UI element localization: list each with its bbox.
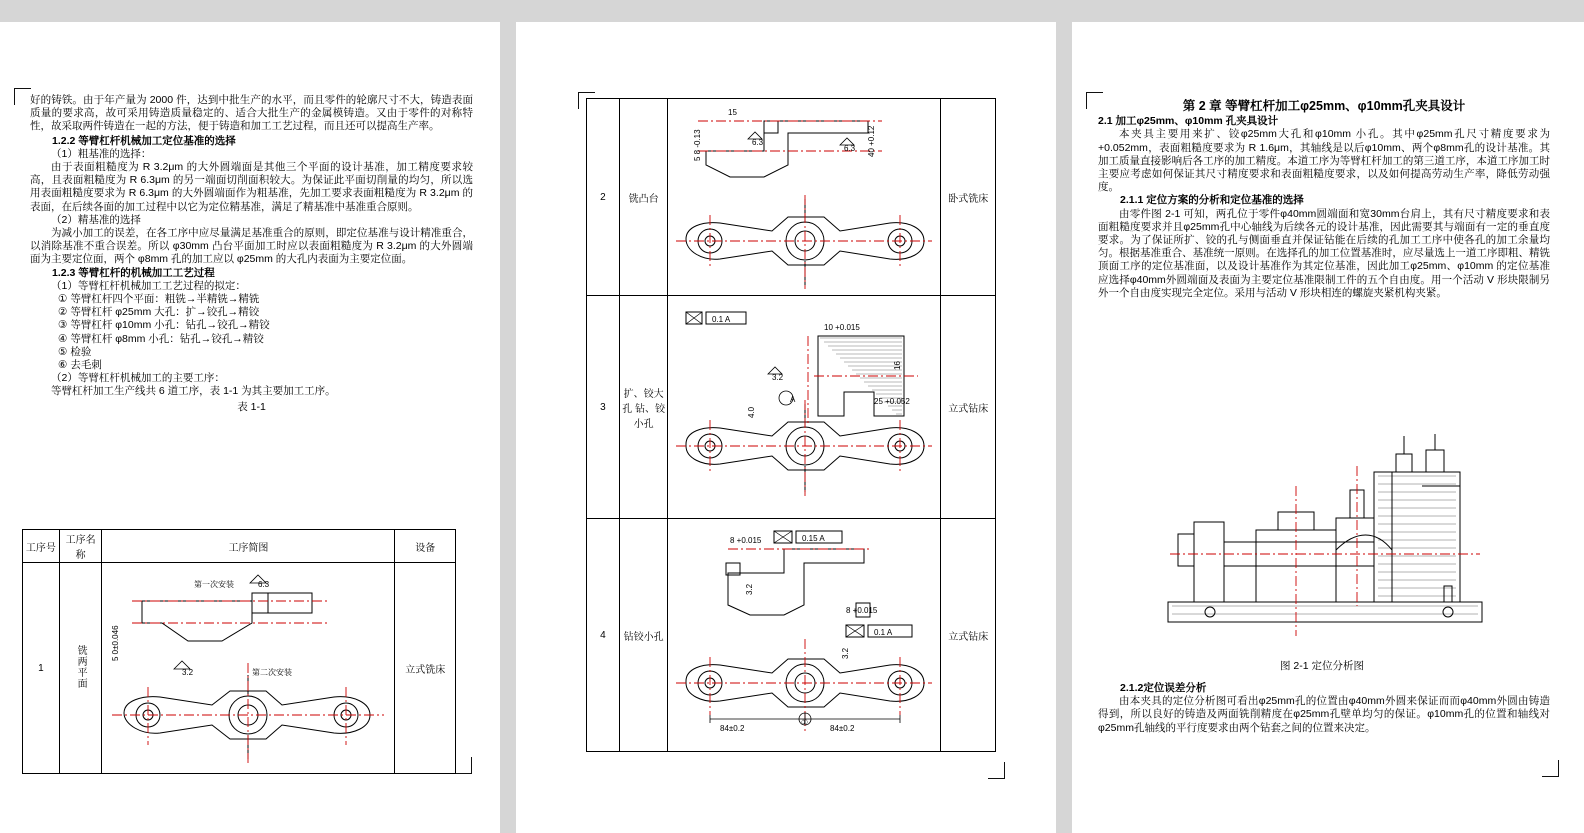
list-item: ① 等臂杠杆四个平面：粗铣→半精铣→精铣 — [58, 293, 260, 306]
svg-text:16: 16 — [893, 361, 903, 370]
cell-process-figure — [668, 296, 941, 519]
svg-text:5 0±0.046: 5 0±0.046 — [111, 625, 121, 661]
cell-process-no: 3 — [587, 296, 620, 519]
svg-text:第二次安装: 第二次安装 — [252, 668, 293, 677]
table-row — [587, 519, 996, 752]
paragraph: 为减小加工的误差，在各工序中应尽量满足基准重合的原则，即定位基准与设计精准重合，以消除基准不重合误差。所以 φ30mm 凸台平面加工时应以表面粗糙度为 R 3.2μm 的大外圆端面为主要定位面，两个 φ8mm 孔的加工应以 φ25mm 的大孔内表面为主要定位面。 — [30, 227, 473, 266]
paragraph: 本夹具主要用来扩、铰φ25mm大孔和φ10mm 小孔。其中φ25mm孔尺寸精度要求为 +0.052mm，表面粗糙度要求为 R 1.6μm，其轴线是以后φ10mm、两个φ8mm孔的设计基准。其加工质量直接影响后各工序的加工精度。本道工序为等臂杠杆加工的第三道工序，本道工序加工时主要应考虑如何保证其尺寸精度要求和表面粗糙度要求，以及如何提高劳动生产率，降低劳动强度。 — [1098, 128, 1550, 194]
crop-mark-tl — [14, 88, 31, 105]
paragraph: 由本夹具的定位分析图可看出φ25mm孔的位置由φ40mm外圆来保证而而φ40mm外圆由铸造得到，所以良好的铸造及两面铣削精度在φ25mm孔壁单均匀的保证。φ10mm孔的位置和轴线对φ25mm孔轴线的平行度要求由两个钻套之间的位置来决定。 — [1098, 695, 1550, 734]
svg-text:3.2: 3.2 — [841, 647, 851, 659]
svg-text:15: 15 — [728, 108, 738, 117]
list-item: ② 等臂杠杆 φ25mm 大孔：扩→铰孔→精铰 — [58, 306, 260, 319]
page-3-body — [1072, 22, 1584, 833]
crop-mark-br — [1542, 760, 1559, 777]
list-item: ④ 等臂杠杆 φ8mm 小孔：钻孔→铰孔→精铰 — [58, 332, 264, 345]
heading-1-2-2: 1.2.2 等臂杠杆机械加工定位基准的选择 — [52, 134, 236, 147]
paragraph: （2）等臂杠杆机械加工的主要工序： — [51, 372, 225, 385]
cell-process-figure — [668, 99, 941, 296]
process-table — [22, 529, 456, 774]
subsection-2-1-1: 2.1.1 定位方案的分析和定位基准的选择 — [1120, 194, 1304, 207]
svg-text:6.3: 6.3 — [844, 144, 856, 153]
page-1 — [0, 0, 500, 833]
table-row — [23, 563, 456, 774]
svg-text:8 +0.015: 8 +0.015 — [730, 536, 762, 545]
page-3 — [1072, 0, 1584, 833]
table-row — [587, 99, 996, 296]
paragraph: （1）粗基准的选择： — [51, 147, 152, 160]
th-process-name: 工序名称 — [59, 530, 102, 563]
svg-text:3.2: 3.2 — [182, 668, 194, 677]
process-table-continued — [586, 98, 996, 752]
paragraph: （1）等臂杠杆机械加工工艺过程的拟定： — [51, 279, 246, 292]
svg-text:第一次安装: 第一次安装 — [194, 580, 235, 589]
th-process-no: 工序号 — [23, 530, 60, 563]
crop-mark-br — [988, 762, 1005, 779]
crop-mark-br — [455, 757, 472, 774]
figure-2-1 — [1160, 426, 1490, 654]
cell-process-name: 钻铰小孔 — [619, 519, 668, 752]
paragraph: 等臂杠杆加工生产线共 6 道工序，表 1-1 为其主要加工工序。 — [51, 385, 336, 398]
table-row — [587, 296, 996, 519]
cell-equipment: 立式钻床 — [941, 296, 996, 519]
section-title: 2.1 加工φ25mm、φ10mm 孔夹具设计 — [1098, 115, 1279, 128]
svg-text:①: ① — [801, 718, 809, 727]
svg-text:8 +0.015: 8 +0.015 — [846, 606, 878, 615]
heading-1-2-3: 1.2.3 等臂杠杆的机械加工工艺过程 — [52, 266, 215, 279]
paragraph: （2）精基准的选择 — [51, 213, 141, 226]
paragraph: 好的铸铁。由于年产量为 2000 件，达到中批生产的水平，而且零件的轮廓尺寸不大，铸造表面质量的要求高，故可采用铸造质量稳定的、适合大批生产的金属模铸造。又由于零件的对称特性，故采取两件铸造在一起的方法，便于铸造和加工工艺过程，而且还可以提高生产率。 — [30, 94, 473, 133]
page-1-body — [0, 22, 500, 833]
th-equipment: 设备 — [395, 530, 456, 563]
svg-text:3.2: 3.2 — [745, 583, 755, 595]
cell-process-no: 2 — [587, 99, 620, 296]
cell-process-name: 铣凸台 — [619, 99, 668, 296]
cell-equipment: 卧式铣床 — [941, 99, 996, 296]
list-item: ⑥ 去毛刺 — [58, 359, 102, 372]
svg-text:84±0.2: 84±0.2 — [720, 724, 745, 733]
cell-equipment: 立式钻床 — [941, 519, 996, 752]
cell-process-no: 4 — [587, 519, 620, 752]
svg-text:0.1 A: 0.1 A — [874, 628, 893, 637]
svg-text:6.3: 6.3 — [258, 580, 270, 589]
svg-text:4.0: 4.0 — [747, 406, 757, 418]
page-2-body — [516, 22, 1056, 833]
list-item: ③ 等臂杠杆 φ10mm 小孔：钻孔→铰孔→精铰 — [58, 319, 270, 332]
subsection-2-1-2: 2.1.2定位误差分析 — [1120, 682, 1207, 694]
svg-text:6.3: 6.3 — [752, 138, 764, 147]
th-process-figure: 工序简图 — [102, 530, 395, 563]
svg-text:25 +0.052: 25 +0.052 — [874, 397, 911, 406]
page-3-top-gutter — [1072, 0, 1584, 22]
list-item: ⑤ 检验 — [58, 345, 92, 358]
cell-process-name: 扩、铰大孔 钻、铰小孔 — [619, 296, 668, 519]
paragraph: 由零件图 2-1 可知，两孔位于零件φ40mm圆端面和宽30mm台肩上，其有尺寸精度要求和表面粗糙度要求并且φ25mm孔中心轴线为后续各元的设计基准，因此需要其与端面有一定的垂直度要求。为了保证所扩、铰的孔与侧面垂直并保证钻能在后续的孔加工工序中使各孔的加工余量均匀。根据基准重合、基准统一原则。在选择孔的加工位置基准时，应尽量选上一道工序即粗、精铣顶面工序的定位基准面，以及设计基准作为其定位基准，因此加工φ25mm、φ10mm 的定位基准应选择φ40mm外圆端面及表面为主要定位基准限制工件的五个自由度。用一个活动 V 形块限制另外一个自由度实现完全定位。采用与活动 V 形块相连的螺旋夹紧机构夹紧。 — [1098, 207, 1550, 299]
paragraph: 由于表面粗糙度为 R 3.2μm 的大外圆端面是其他三个平面的设计基准，加工精度要求较高，且表面粗糙度为 R 6.3μm 的另一端面切削面积较大。为保证此平面切削量的均匀，所以选用表面粗糙度要求为 R 6.3μm 的大外圆端面作为粗基准，先加工要求表面粗糙度为 R 3.2μm 的表面，在后续各面的加工过程中以它为定位精基准，满足了精基准中基准重合原则。 — [30, 161, 473, 213]
svg-text:3.2: 3.2 — [772, 373, 784, 382]
svg-text:0.1 A: 0.1 A — [712, 315, 731, 324]
svg-text:84±0.2: 84±0.2 — [830, 724, 855, 733]
cell-process-figure — [102, 563, 395, 774]
svg-text:5 8 -0.13: 5 8 -0.13 — [693, 129, 703, 161]
cell-process-no: 1 — [23, 563, 60, 774]
chapter-title: 第 2 章 等臂杠杆加工φ25mm、φ10mm孔夹具设计 — [1182, 99, 1466, 113]
svg-text:10 +0.015: 10 +0.015 — [824, 323, 861, 332]
page-1-top-gutter — [0, 0, 500, 22]
table-header-row — [23, 530, 456, 563]
cell-process-name: 铣两平面 — [59, 563, 102, 774]
cell-process-figure — [668, 519, 941, 752]
svg-text:0.15 A: 0.15 A — [802, 534, 826, 543]
svg-text:A: A — [790, 395, 796, 404]
table-caption: 表 1-1 — [237, 400, 266, 413]
page-2 — [516, 0, 1056, 833]
svg-text:40 +0.12: 40 +0.12 — [867, 125, 877, 157]
figure-caption: 图 2-1 定位分析图 — [1279, 660, 1364, 672]
cell-equipment: 立式铣床 — [395, 563, 456, 774]
page-2-top-gutter — [516, 0, 1056, 22]
